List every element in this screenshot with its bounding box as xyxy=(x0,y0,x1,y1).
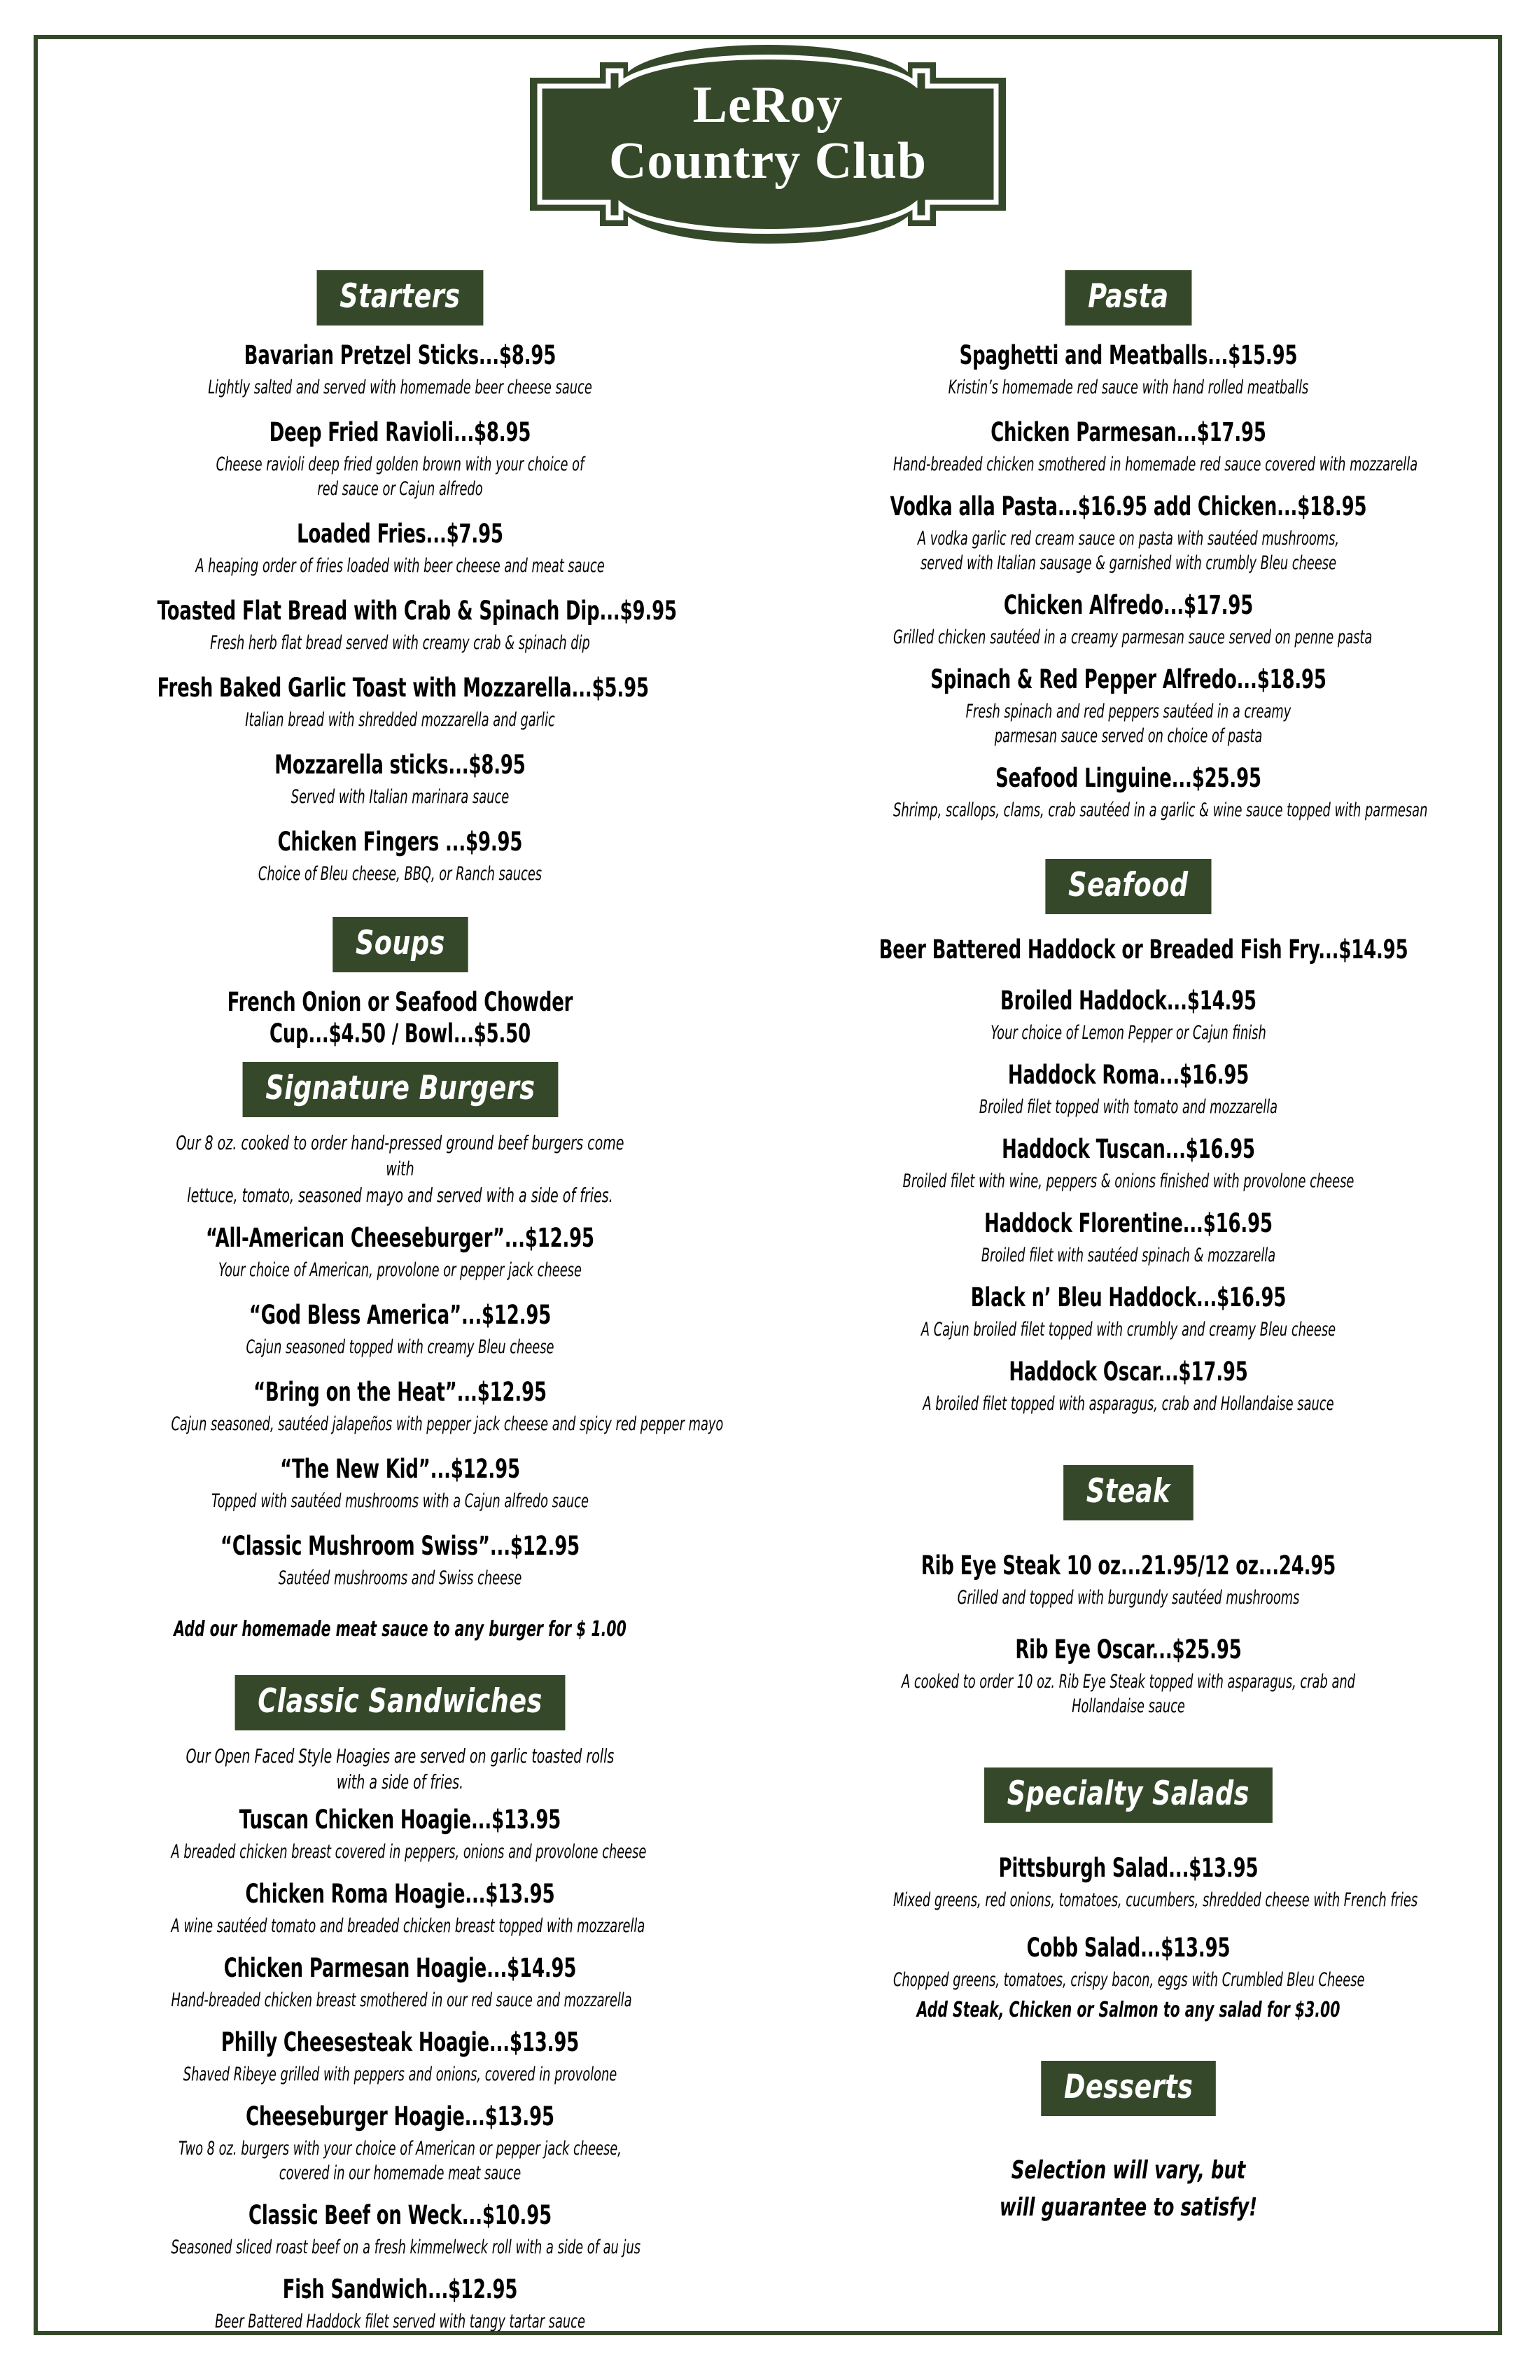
section-title: Classic Sandwiches xyxy=(235,1675,566,1730)
item-name: Black n’ Bleu Haddock...$16.95 xyxy=(970,1282,1287,1313)
section-header-desserts xyxy=(772,2061,1485,2116)
item-name: Spinach & Red Pepper Alfredo...$18.95 xyxy=(930,664,1326,695)
section-header-seafood xyxy=(772,859,1485,914)
section-title: Signature Burgers xyxy=(242,1062,558,1117)
section-header-steak xyxy=(772,1465,1485,1520)
menu-item xyxy=(772,764,1485,822)
menu-item xyxy=(53,1805,747,1864)
section-intro xyxy=(164,1130,636,1209)
menu-item xyxy=(53,673,747,732)
menu-item xyxy=(772,1135,1485,1194)
item-name: Mozzarella sticks...$8.95 xyxy=(274,750,526,780)
dessert-note xyxy=(872,2152,1385,2225)
menu-item xyxy=(772,665,1485,748)
menu-item xyxy=(772,1283,1485,1342)
menu-item xyxy=(53,1879,747,1938)
menu-item xyxy=(772,341,1485,400)
section-header-specialty-salads xyxy=(772,1768,1485,1823)
logo-area xyxy=(38,36,1498,267)
item-description: Kristin’s homemade red sauce with hand rolled meatballs xyxy=(948,376,1309,398)
item-description: Mixed greens, red onions, tomatoes, cucumbers, shredded cheese with French fries xyxy=(893,1889,1418,1912)
item-description: Grilled and topped with burgundy sautéed mushrooms xyxy=(957,1587,1300,1609)
item-name: Chicken Roma Hoagie...$13.95 xyxy=(245,1878,555,1909)
item-description: Hand-breaded chicken smothered in homemade red sauce covered with mozzarella xyxy=(893,453,1418,475)
burger-addon-note: Add our homemade meat sauce to any burger for $ 1.00 xyxy=(174,1617,626,1642)
item-name: Fresh Baked Garlic Toast with Mozzarella...$5.95 xyxy=(157,673,649,704)
item-name: Chicken Parmesan...$17.95 xyxy=(990,417,1266,447)
item-description: A breaded chicken breast covered in peppers, onions and provolone cheese xyxy=(171,1840,647,1863)
item-name: Cheeseburger Hoagie...$13.95 xyxy=(246,2101,554,2132)
menu-item xyxy=(53,827,747,886)
menu-item xyxy=(53,750,747,809)
item-description: A broiled filet topped with asparagus, crab and Hollandaise sauce xyxy=(923,1393,1334,1415)
item-description: Your choice of Lemon Pepper or Cajun finish xyxy=(990,1022,1266,1044)
menu-item xyxy=(772,418,1485,477)
item-description: covered in our homemade meat sauce xyxy=(279,2162,522,2184)
section-header-pasta xyxy=(772,270,1485,326)
item-description: A Cajun broiled filet topped with crumbly and creamy Bleu cheese xyxy=(920,1319,1336,1340)
item-description: A heaping order of fries loaded with beer cheese and meat sauce xyxy=(195,555,605,577)
section-title: Desserts xyxy=(1041,2061,1216,2116)
item-name: Cobb Salad...$13.95 xyxy=(1026,1933,1231,1963)
item-name: Chicken Alfredo...$17.95 xyxy=(1003,590,1254,621)
menu-item xyxy=(53,341,747,400)
menu-item xyxy=(772,1060,1485,1119)
item-description: Chopped greens, tomatoes, crispy bacon, eggs with Crumbled Bleu Cheese xyxy=(893,1969,1365,1991)
menu-item xyxy=(53,2028,747,2087)
item-name: “All-American Cheeseburger”...$12.95 xyxy=(206,1223,594,1254)
item-description: Italian bread with shredded mozzarella and garlic xyxy=(245,709,555,731)
item-description: Broiled filet with sautéed spinach & mozzarella xyxy=(981,1245,1276,1266)
item-description: Shaved Ribeye grilled with peppers and onions, covered in provolone xyxy=(183,2063,617,2085)
item-name: Beer Battered Haddock or Breaded Fish Fry...$14.95 xyxy=(878,934,1408,965)
item-description: Grilled chicken sautéed in a creamy parmesan sauce served on penne pasta xyxy=(893,626,1373,648)
item-name: Haddock Tuscan...$16.95 xyxy=(1002,1134,1255,1165)
section-intro-line: Our 8 oz. cooked to order hand-pressed ground beef burgers come with xyxy=(176,1130,624,1181)
menu-column-left xyxy=(38,270,762,2334)
item-name: Haddock Florentine...$16.95 xyxy=(984,1208,1273,1239)
menu-item xyxy=(772,591,1485,650)
menu-item xyxy=(772,1551,1485,1610)
item-description: A cooked to order 10 oz. Rib Eye Steak topped with asparagus, crab and xyxy=(902,1671,1355,1693)
menu-column-right xyxy=(762,270,1497,2226)
item-description: served with Italian sausage & garnished with crumbly Bleu cheese xyxy=(920,552,1337,574)
item-description: Broiled filet with wine, peppers & onions finished with provolone cheese xyxy=(902,1170,1354,1192)
restaurant-logo xyxy=(530,36,1006,253)
item-description: Cajun seasoned, sautéed jalapeños with pepper jack cheese and spicy red pepper mayo xyxy=(171,1413,724,1436)
item-description: Hollandaise sauce xyxy=(1072,1695,1185,1718)
item-name: Haddock Oscar...$17.95 xyxy=(1009,1357,1248,1387)
menu-item xyxy=(772,1933,1485,1992)
item-name: Rib Eye Steak 10 oz...21.95/12 oz...24.95 xyxy=(920,1550,1336,1581)
item-description: Topped with sautéed mushrooms with a Cajun alfredo sauce xyxy=(211,1490,589,1513)
section-header-starters xyxy=(53,270,747,326)
item-description: Seasoned sliced roast beef on a fresh kimmelweck roll with a side of au jus xyxy=(171,2236,641,2258)
item-description: A wine sautéed tomato and breaded chicken breast topped with mozzarella xyxy=(171,1914,645,1937)
menu-item xyxy=(772,1635,1485,1718)
item-description: A vodka garlic red cream sauce on pasta with sautéed mushrooms, xyxy=(917,527,1340,550)
menu-item xyxy=(53,1954,747,2012)
item-name: Classic Beef on Weck...$10.95 xyxy=(248,2199,552,2230)
menu-item xyxy=(53,1224,747,1282)
item-name: Seafood Linguine...$25.95 xyxy=(995,763,1261,794)
item-description: Broiled filet topped with tomato and mozzarella xyxy=(979,1096,1278,1118)
item-description: Sautéed mushrooms and Swiss cheese xyxy=(278,1567,522,1590)
item-name: Toasted Flat Bread with Crab & Spinach Dip...$9.95 xyxy=(157,596,677,626)
item-name: “Bring on the Heat”...$12.95 xyxy=(253,1377,547,1408)
item-name: Chicken Fingers ...$9.95 xyxy=(277,827,523,858)
item-name: Broiled Haddock...$14.95 xyxy=(1000,986,1256,1016)
section-title: Pasta xyxy=(1065,270,1192,326)
item-name: Rib Eye Oscar...$25.95 xyxy=(1015,1634,1242,1665)
section-intro-line: with a side of fries. xyxy=(336,1770,464,1794)
dessert-note-line: Selection will vary, but xyxy=(1011,2156,1246,2185)
item-description: Shrimp, scallops, clams, crab sautéed in a garlic & wine sauce topped with parmesan xyxy=(893,799,1428,822)
item-description: Cajun seasoned topped with creamy Bleu cheese xyxy=(246,1336,554,1359)
dessert-note-line: will guarantee to satisfy! xyxy=(999,2192,1258,2222)
menu-item xyxy=(53,2102,747,2185)
item-description: Your choice of American, provolone or pepper jack cheese xyxy=(218,1259,582,1282)
item-name: Loaded Fries...$7.95 xyxy=(297,519,503,550)
item-description: red sauce or Cajun alfredo xyxy=(317,478,483,500)
section-header-classic-sandwiches xyxy=(53,1675,747,1730)
menu-item xyxy=(772,986,1485,1045)
item-name: Cup...$4.50 / Bowl...$5.50 xyxy=(269,1018,531,1049)
menu-page xyxy=(34,35,1502,2335)
salad-addon-note: Add Steak, Chicken or Salmon to any salad for $3.00 xyxy=(916,1998,1340,2023)
section-intro-line: Our Open Faced Style Hoagies are served on garlic toasted rolls xyxy=(186,1744,615,1768)
item-name: Tuscan Chicken Hoagie...$13.95 xyxy=(239,1804,561,1835)
menu-item xyxy=(772,1854,1485,1912)
menu-columns xyxy=(38,270,1498,2334)
section-title: Seafood xyxy=(1046,859,1212,914)
section-title: Specialty Salads xyxy=(984,1768,1273,1823)
item-name: Deep Fried Ravioli...$8.95 xyxy=(269,417,531,447)
item-description: Fresh herb flat bread served with creamy crab & spinach dip xyxy=(210,632,590,654)
item-name: Fish Sandwich...$12.95 xyxy=(282,2274,518,2304)
item-name: Pittsburgh Salad...$13.95 xyxy=(998,1853,1259,1884)
item-name: Haddock Roma...$16.95 xyxy=(1007,1060,1250,1091)
menu-item xyxy=(53,596,747,655)
menu-item xyxy=(772,492,1485,575)
item-description: Two 8 oz. burgers with your choice of American or pepper jack cheese, xyxy=(178,2137,622,2160)
menu-item xyxy=(53,1455,747,1513)
item-name: Bavarian Pretzel Sticks...$8.95 xyxy=(244,340,556,370)
section-header-signature-burgers xyxy=(53,1062,747,1117)
item-name: “Classic Mushroom Swiss”...$12.95 xyxy=(220,1531,580,1562)
item-description: Choice of Bleu cheese, BBQ, or Ranch sauces xyxy=(258,863,542,885)
menu-item xyxy=(53,2275,747,2334)
section-intro-line: lettuce, tomato, seasoned mayo and served with a side of fries. xyxy=(187,1183,613,1207)
menu-item xyxy=(53,519,747,578)
item-description: parmesan sauce served on choice of pasta xyxy=(994,725,1263,748)
item-name: Spaghetti and Meatballs...$15.95 xyxy=(959,340,1298,370)
menu-item xyxy=(772,1357,1485,1416)
logo-line-1: LeRoy xyxy=(692,76,844,134)
menu-item xyxy=(53,2201,747,2260)
item-description: Hand-breaded chicken breast smothered in our red sauce and mozzarella xyxy=(171,1989,632,2011)
section-title: Steak xyxy=(1063,1465,1193,1520)
item-name: French Onion or Seafood Chowder xyxy=(227,987,573,1018)
item-description: Cheese ravioli deep fried golden brown with your choice of xyxy=(216,453,584,475)
item-name: “The New Kid”...$12.95 xyxy=(280,1454,520,1485)
menu-item xyxy=(53,1378,747,1436)
menu-item xyxy=(53,1532,747,1590)
menu-item xyxy=(53,418,747,501)
item-name: Chicken Parmesan Hoagie...$14.95 xyxy=(223,1952,577,1983)
item-description: Fresh spinach and red peppers sautéed in a creamy xyxy=(965,701,1292,722)
menu-item xyxy=(53,1301,747,1359)
section-title: Starters xyxy=(317,270,484,326)
item-description: Beer Battered Haddock filet served with tangy tartar sauce xyxy=(215,2310,585,2332)
logo-line-2: Country Club xyxy=(608,132,927,190)
section-title: Soups xyxy=(332,917,468,972)
item-name: “God Bless America”...$12.95 xyxy=(248,1300,552,1331)
item-name: Vodka alla Pasta...$16.95 add Chicken...$18.95 xyxy=(890,491,1367,522)
menu-item xyxy=(772,1209,1485,1268)
menu-item xyxy=(53,988,747,1049)
item-description: Served with Italian marinara sauce xyxy=(290,786,510,808)
menu-item xyxy=(772,935,1485,965)
section-header-soups xyxy=(53,917,747,972)
item-name: Philly Cheesesteak Hoagie...$13.95 xyxy=(220,2026,580,2057)
section-intro xyxy=(164,1743,636,1795)
item-description: Lightly salted and served with homemade beer cheese sauce xyxy=(208,376,592,398)
